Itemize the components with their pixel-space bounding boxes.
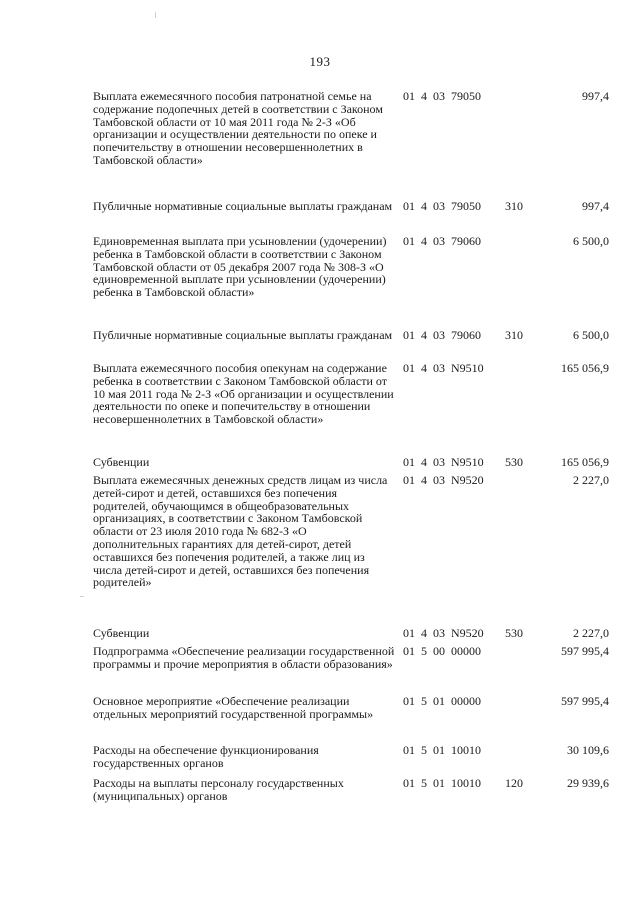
row-description: Подпрограмма «Обеспечение реализации государственной программы и прочие мероприятия в области образования» [93,644,395,671]
row-expense-type: 120 [505,776,523,790]
scan-mark [80,596,84,597]
row-amount: 2 227,0 [573,626,609,640]
row-code: 01 4 03 N9520 [403,473,484,487]
row-amount: 997,4 [582,89,609,103]
row-description: Субвенции [93,455,150,469]
row-expense-type: 530 [505,626,523,640]
row-amount: 597 995,4 [561,644,609,658]
row-code: 01 4 03 N9510 [403,455,484,469]
row-amount: 6 500,0 [573,234,609,248]
page-number: 193 [309,54,331,69]
row-amount: 30 109,6 [567,743,609,757]
row-code: 01 5 01 10010 [403,776,481,790]
row-code: 01 4 03 79050 [403,199,481,213]
scan-mark [155,12,156,18]
row-description: Расходы на выплаты персоналу государственных (муниципальных) органов [93,776,344,803]
row-expense-type: 530 [505,455,523,469]
row-description: Единовременная выплата при усыновлении (удочерении) ребенка в Тамбовской области в соответствии с Законом Тамбовской области от 05 декабря 2007 года № 308-З «О единовременной выплате при усыновлении (удочерении) ребенка в Тамбовской области» [93,234,387,300]
row-expense-type: 310 [505,328,523,342]
row-expense-type: 310 [505,199,523,213]
row-code: 01 5 01 10010 [403,743,481,757]
row-amount: 2 227,0 [573,473,609,487]
row-amount: 597 995,4 [561,694,609,708]
row-code: 01 4 03 N9510 [403,361,484,375]
row-amount: 6 500,0 [573,328,609,342]
row-description: Основное мероприятие «Обеспечение реализации отдельных мероприятий государственной программы» [93,694,374,721]
row-amount: 997,4 [582,199,609,213]
row-amount: 29 939,6 [567,776,609,790]
row-description: Публичные нормативные социальные выплаты гражданам [93,328,393,342]
row-code: 01 5 01 00000 [403,694,481,708]
row-description: Выплата ежемесячного пособия патронатной семье на содержание подопечных детей в соответствии с Законом Тамбовской области от 10 мая 2011 года № 2-З «Об организации и осуществлении деятельности по опеке и попечительству в отношении несовершеннолетних в Тамбовской области» [93,89,383,167]
row-description: Публичные нормативные социальные выплаты гражданам [93,199,393,213]
row-code: 01 4 03 79050 [403,89,481,103]
row-description: Расходы на обеспечение функционирования государственных органов [93,743,319,770]
row-code: 01 5 00 00000 [403,644,481,658]
row-code: 01 4 03 79060 [403,234,481,248]
row-description: Выплата ежемесячного пособия опекунам на содержание ребенка в соответствии с Законом Тамбовской области от 10 мая 2011 года № 2-З «Об организации и осуществлении деятельности по опеке и попечительству в отношении несовершеннолетних в Тамбовской области» [93,361,394,427]
row-amount: 165 056,9 [561,361,609,375]
row-amount: 165 056,9 [561,455,609,469]
row-code: 01 4 03 79060 [403,328,481,342]
row-code: 01 4 03 N9520 [403,626,484,640]
row-description: Субвенции [93,626,150,640]
row-description: Выплата ежемесячных денежных средств лицам из числа детей-сирот и детей, оставшихся без попечения родителей, обучающимся в общеобразовательных организациях, в соответствии с Законом Тамбовской области от 23 июля 2010 года № 682-З «О дополнительных гарантиях для детей-сирот, детей оставшихся без попечения родителей, а также лиц из числа детей-сирот и детей, оставшихся без попечения родителей» [93,473,388,590]
